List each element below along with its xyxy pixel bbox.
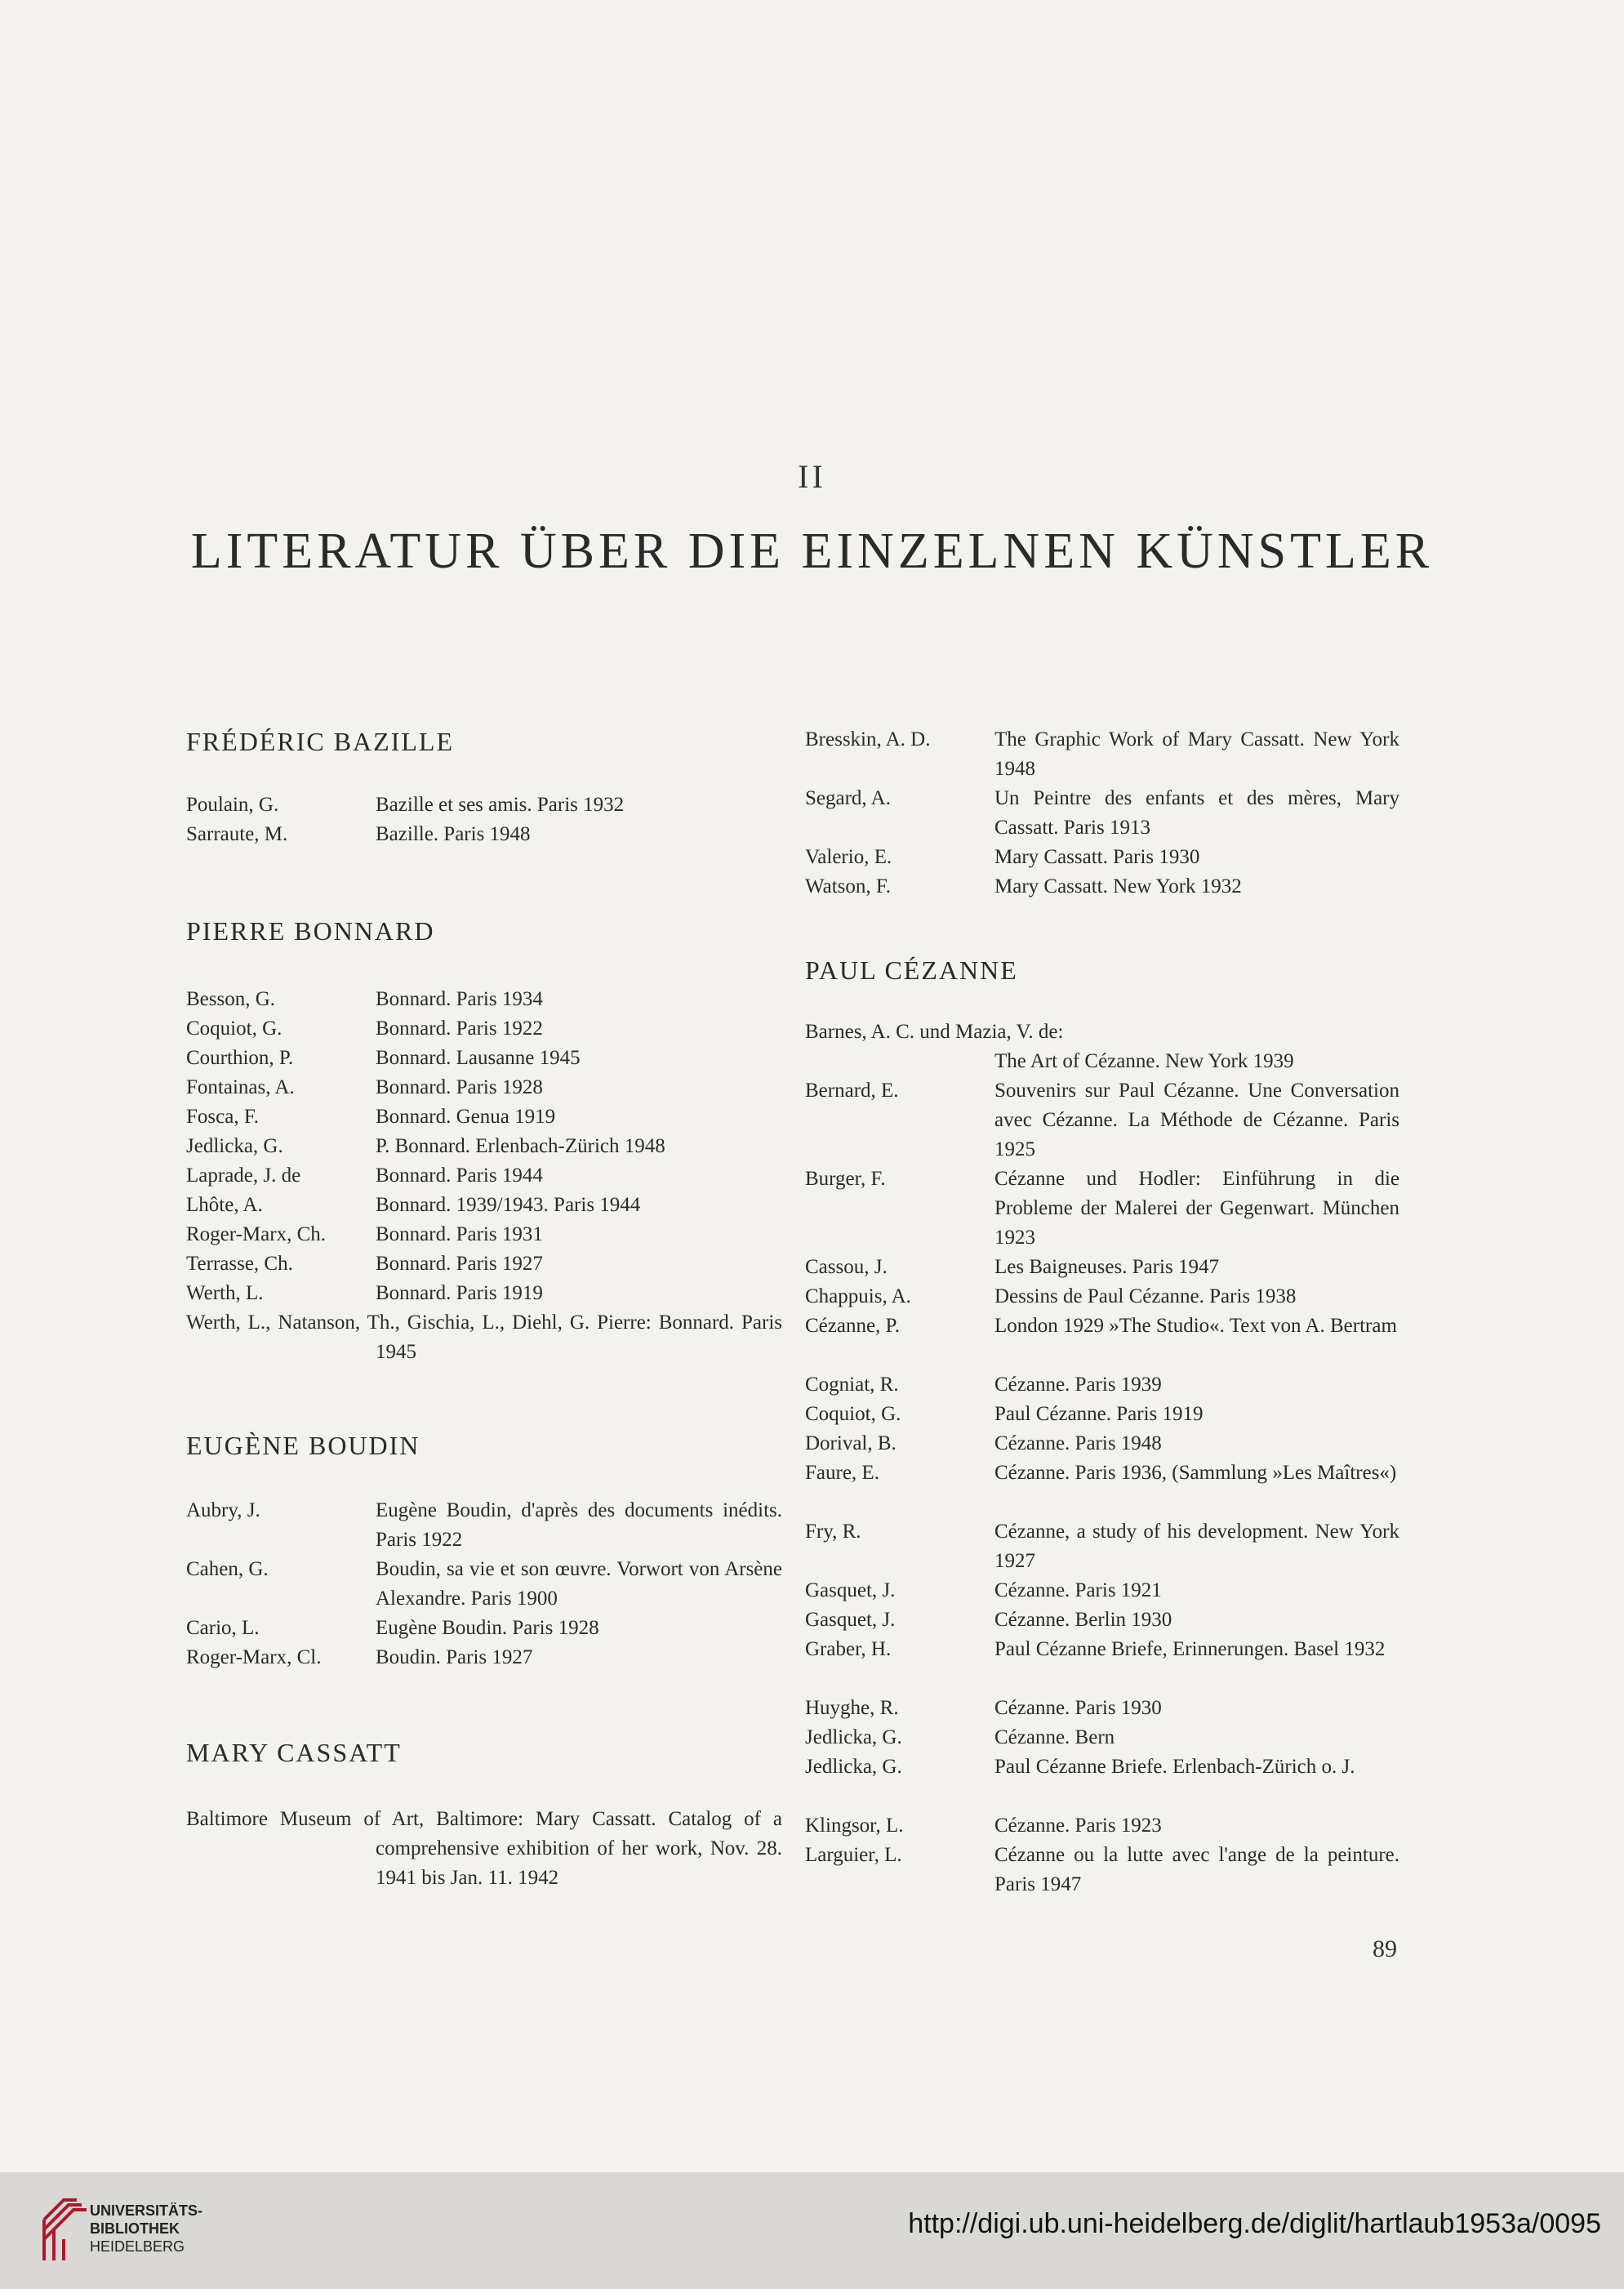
entry-title: Bonnard. Lausanne 1945 xyxy=(376,1047,581,1069)
entry-author: Werth, L. xyxy=(186,1282,264,1304)
entry-title: Bonnard. Paris 1944 xyxy=(376,1165,543,1187)
entry-author: Bresskin, A. D. xyxy=(805,728,931,750)
entry-title: Cézanne. Paris 1936, (Sammlung »Les Maîtres«) xyxy=(994,1462,1397,1484)
entry-author: Fontainas, A. xyxy=(186,1076,295,1098)
entry-title: Eugène Boudin. Paris 1928 xyxy=(376,1617,599,1639)
entry-title: Un Peintre des enfants et des mères, Mary Cassatt. Paris 1913 xyxy=(994,787,1399,839)
entry-title: The Art of Cézanne. New York 1939 xyxy=(994,1050,1294,1072)
permalink-url[interactable]: http://digi.ub.uni-heidelberg.de/diglit/hartlaub1953a/0095 xyxy=(908,2208,1601,2239)
entry-author: Cassou, J. xyxy=(805,1256,888,1278)
entry-author: Roger-Marx, Cl. xyxy=(186,1646,322,1668)
entry-title: Bonnard. 1939/1943. Paris 1944 xyxy=(376,1194,641,1216)
section-title-bonnard: PIERRE BONNARD xyxy=(186,916,435,946)
entry-author: Cario, L. xyxy=(186,1617,260,1639)
library-name xyxy=(90,2202,202,2256)
section-title-cassatt: MARY CASSATT xyxy=(186,1738,402,1767)
list-item xyxy=(186,1308,782,1367)
entry-author: Sarraute, M. xyxy=(186,823,288,845)
entry-author: Jedlicka, G. xyxy=(805,1726,902,1748)
entry-title: Mary Cassatt. Paris 1930 xyxy=(994,846,1200,868)
entry-author: Klingsor, L. xyxy=(805,1815,904,1837)
entry-title: Bonnard. Paris 1927 xyxy=(376,1253,543,1275)
entry-author: Laprade, J. de xyxy=(186,1165,301,1187)
entry-title: Bonnard. Paris 1934 xyxy=(376,988,543,1010)
entry-author: Poulain, G. xyxy=(186,794,279,816)
section-title-cezanne: PAUL CÉZANNE xyxy=(805,955,1018,985)
entry-author: Fry, R. xyxy=(805,1521,861,1543)
entry-author: Gasquet, J. xyxy=(805,1609,896,1631)
entry-author: Aubry, J. xyxy=(186,1499,260,1521)
entry-title: P. Bonnard. Erlenbach-Zürich 1948 xyxy=(376,1135,665,1157)
footer-bar xyxy=(0,2172,1624,2289)
entry-title: Souvenirs sur Paul Cézanne. Une Conversation avec Cézanne. La Méthode de Cézanne. Paris 1925 xyxy=(994,1080,1399,1160)
entry-author: Burger, F. xyxy=(805,1168,886,1190)
entry-author: Dorival, B. xyxy=(805,1432,897,1454)
entry-author: Graber, H. xyxy=(805,1638,892,1660)
entry-text: Werth, L., Natanson, Th., Gischia, L., Diehl, G. Pierre: Bonnard. Paris 1945 xyxy=(186,1311,782,1363)
library-name-line2: BIBLIOTHEK xyxy=(90,2220,180,2237)
entry-title: The Graphic Work of Mary Cassatt. New York 1948 xyxy=(994,728,1399,780)
entry-title: Cézanne. Paris 1930 xyxy=(994,1697,1162,1719)
entry-title: Dessins de Paul Cézanne. Paris 1938 xyxy=(994,1285,1297,1307)
entry-title: Boudin, sa vie et son œuvre. Vorwort von Arsène Alexandre. Paris 1900 xyxy=(376,1558,782,1610)
entry-author: Cogniat, R. xyxy=(805,1374,899,1396)
entry-author: Terrasse, Ch. xyxy=(186,1253,293,1275)
entry-title: Cézanne. Paris 1939 xyxy=(994,1374,1162,1396)
entry-title: Bonnard. Genua 1919 xyxy=(376,1106,556,1128)
entry-author: Courthion, P. xyxy=(186,1047,294,1069)
entry-title: Boudin. Paris 1927 xyxy=(376,1646,533,1668)
library-name-line3: HEIDELBERG xyxy=(90,2238,185,2255)
entry-title: Les Baigneuses. Paris 1947 xyxy=(994,1256,1219,1278)
page-number: 89 xyxy=(1373,1935,1397,1962)
section-title-boudin: EUGÈNE BOUDIN xyxy=(186,1431,420,1460)
entry-author: Bernard, E. xyxy=(805,1080,899,1102)
entry-author: Chappuis, A. xyxy=(805,1285,911,1307)
entry-title: Cézanne. Bern xyxy=(994,1726,1115,1748)
entry-title: Mary Cassatt. New York 1932 xyxy=(994,875,1242,897)
entry-author: Fosca, F. xyxy=(186,1106,259,1128)
entry-text: Baltimore Museum of Art, Baltimore: Mary Cassatt. Catalog of a comprehensive exhibition of her work, Nov. 28. 1941 bis Jan. 11. 1942 xyxy=(186,1808,782,1889)
entry-title: Bonnard. Paris 1919 xyxy=(376,1282,543,1304)
entry-title: Bonnard. Paris 1928 xyxy=(376,1076,543,1098)
entry-title: Cézanne ou la lutte avec l'ange de la peinture. Paris 1947 xyxy=(994,1844,1399,1895)
library-name-line1: UNIVERSITÄTS- xyxy=(90,2202,203,2219)
entry-title: London 1929 »The Studio«. Text von A. Bertram xyxy=(994,1315,1397,1337)
entry-author: Segard, A. xyxy=(805,787,891,809)
section-title-bazille: FRÉDÉRIC BAZILLE xyxy=(186,727,454,756)
entry-author: Cézanne, P. xyxy=(805,1315,900,1337)
entry-author: Barnes, A. C. und Mazia, V. de: xyxy=(805,1021,1064,1043)
entry-author: Jedlicka, G. xyxy=(186,1135,283,1157)
chapter-number: II xyxy=(798,458,826,495)
library-logo-icon xyxy=(39,2195,96,2265)
entry-title: Cézanne, a study of his development. New York 1927 xyxy=(994,1521,1399,1572)
entry-author: Watson, F. xyxy=(805,875,892,897)
entry-title: Cézanne. Paris 1921 xyxy=(994,1579,1162,1601)
entry-title: Bazille et ses amis. Paris 1932 xyxy=(376,794,625,816)
entry-title: Eugène Boudin, d'après des documents inédits. Paris 1922 xyxy=(376,1499,782,1551)
entry-title: Paul Cézanne. Paris 1919 xyxy=(994,1403,1204,1425)
entry-author: Valerio, E. xyxy=(805,846,892,868)
entry-author: Larguier, L. xyxy=(805,1844,902,1866)
entry-author: Cahen, G. xyxy=(186,1558,269,1580)
entry-author: Coquiot, G. xyxy=(186,1018,283,1040)
entry-author: Roger-Marx, Ch. xyxy=(186,1223,326,1245)
entry-author: Lhôte, A. xyxy=(186,1194,263,1216)
entry-author: Besson, G. xyxy=(186,988,276,1010)
entry-title: Cézanne. Berlin 1930 xyxy=(994,1609,1172,1631)
list-item xyxy=(186,1805,782,1893)
entry-author: Faure, E. xyxy=(805,1462,879,1484)
entry-author: Coquiot, G. xyxy=(805,1403,901,1425)
chapter-title: LITERATUR ÜBER DIE EINZELNEN KÜNSTLER xyxy=(190,523,1434,579)
entry-author: Jedlicka, G. xyxy=(805,1756,902,1778)
entry-title: Cézanne und Hodler: Einführung in die Probleme der Malerei der Gegenwart. München 1923 xyxy=(994,1168,1399,1249)
entry-title: Bonnard. Paris 1931 xyxy=(376,1223,543,1245)
entry-title: Bazille. Paris 1948 xyxy=(376,823,531,845)
entry-author: Gasquet, J. xyxy=(805,1579,896,1601)
entry-title: Bonnard. Paris 1922 xyxy=(376,1018,543,1040)
entry-title: Paul Cézanne Briefe, Erinnerungen. Basel 1932 xyxy=(994,1638,1386,1660)
entry-title: Cézanne. Paris 1923 xyxy=(994,1815,1162,1837)
entry-title: Paul Cézanne Briefe. Erlenbach-Zürich o. J. xyxy=(994,1756,1355,1778)
entry-author: Huyghe, R. xyxy=(805,1697,899,1719)
entry-title: Cézanne. Paris 1948 xyxy=(994,1432,1162,1454)
